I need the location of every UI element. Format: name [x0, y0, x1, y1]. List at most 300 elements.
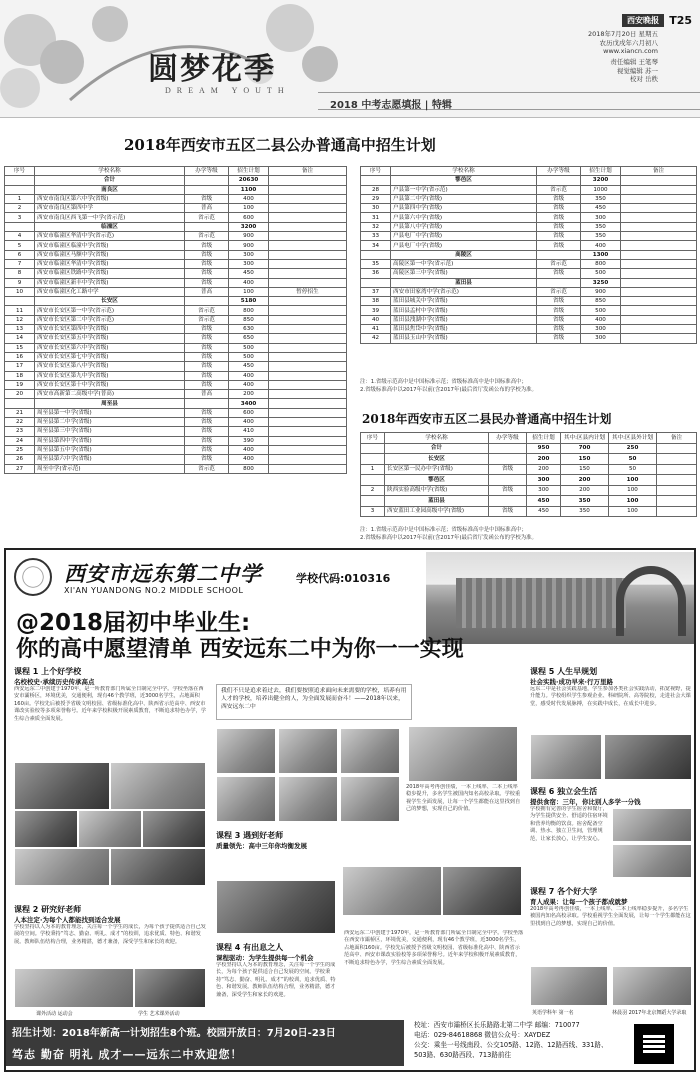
table-row	[5, 334, 347, 343]
enrollment-plan: 400	[229, 418, 269, 427]
course-6-label: 课程 6	[530, 787, 555, 796]
photo-caption: 英语学科年 第一名	[532, 1010, 574, 1016]
enrollment-plan: 1000	[581, 185, 621, 194]
course-5-tag	[530, 666, 597, 677]
table-row	[361, 232, 697, 241]
school-name: 西安市长安区第一中学(省示范)	[35, 306, 185, 315]
course-5-text: 远东二中是社会实践基地，学生参加各类社会实践活动，拓宽视野，提升能力。学校组织学生参观企业、科研院所、高等院校，走进社会大课堂，感受时代发展脉搏，在实践中成长，在成长中进步。	[530, 686, 691, 707]
enrollment-plan: 850	[581, 297, 621, 306]
subtotal-row	[5, 399, 347, 408]
public-plan-table-left	[4, 166, 347, 474]
school-name: 西安蓝田工业园高级中学(省级)	[385, 506, 489, 517]
remark	[269, 325, 347, 334]
school-level	[185, 222, 229, 231]
school-level: 省级	[537, 269, 581, 278]
remark	[269, 250, 347, 259]
remark	[269, 464, 347, 473]
school-name: 周至县第四中学(省级)	[35, 436, 185, 445]
course-7-label: 课程 7	[530, 887, 555, 896]
table-row	[361, 185, 697, 194]
district-name: 长安区	[385, 454, 489, 465]
row-number: 26	[5, 455, 35, 464]
remark	[269, 232, 347, 241]
row-number: 11	[5, 306, 35, 315]
column-header: 招生计划	[581, 167, 621, 176]
remark	[269, 306, 347, 315]
enrollment-plan: 200	[229, 390, 269, 399]
enrollment-plan: 350	[581, 222, 621, 231]
school-name: 陕西实验高级中学(省级)	[385, 485, 489, 496]
column-header: 办学等级	[489, 433, 527, 444]
school-name: 西安市田家湾中学(省示范)	[391, 287, 537, 296]
remark	[269, 297, 347, 306]
table-row	[361, 269, 697, 278]
school-name: 西安市长安区第十中学(省级)	[35, 380, 185, 389]
row-number: 17	[5, 362, 35, 371]
table-row	[5, 204, 347, 213]
remark	[269, 418, 347, 427]
teacher-photo	[216, 728, 276, 774]
row-number: 2	[5, 204, 35, 213]
column-header: 序号	[5, 167, 35, 176]
school-level	[489, 454, 527, 465]
enrollment-plan: 450	[527, 506, 561, 517]
column-header: 序号	[361, 167, 391, 176]
enrollment-plan: 400	[581, 241, 621, 250]
enrollment-plan: 900	[229, 241, 269, 250]
school-level: 省级	[185, 241, 229, 250]
school-level: 省示范	[185, 232, 229, 241]
table-row	[5, 269, 347, 278]
remark	[621, 204, 697, 213]
column-header: 备注	[269, 167, 347, 176]
table-row	[5, 315, 347, 324]
enrollment-plan: 400	[229, 371, 269, 380]
row-number	[361, 475, 385, 486]
contact-info	[414, 1020, 624, 1066]
enrollment-plan: 500	[229, 343, 269, 352]
remark	[269, 380, 347, 389]
school-name: 户县电厂中学(省级)	[391, 241, 537, 250]
out-district-plan: 100	[609, 485, 657, 496]
school-level: 普高	[185, 204, 229, 213]
public-plan-title: 2018年西安市五区二县公办普通高中招生计划	[124, 136, 436, 154]
school-name: 户县第八中学(省级)	[391, 222, 537, 231]
course-6-text: 学校拥有完善的学生宿舍和餐厅，为学生提供安全、舒适的住宿环境和营养均衡的饮食。宿舍配备空调、热水、独立卫生间，管理规范，让家长放心，让学生安心。	[530, 806, 608, 842]
row-number: 10	[5, 287, 35, 296]
table-row	[5, 343, 347, 352]
school-name: 户县第二中学(省级)	[391, 194, 537, 203]
note-line: 2.省级标准高中以2017年以前(含2017年)最后省厅发函公布的学校为准。	[360, 535, 537, 541]
row-number	[361, 176, 391, 185]
school-level: 省级	[185, 380, 229, 389]
visual-editor-line: 视觉编辑 苏一	[616, 66, 658, 75]
enrollment-plan: 300	[229, 259, 269, 268]
school-level	[537, 250, 581, 259]
enrollment-plan: 900	[229, 232, 269, 241]
remark	[657, 464, 697, 475]
campus-building	[456, 578, 626, 628]
remark	[621, 334, 697, 343]
course-2-subtitle: 人本注定·为每个人都能找到适合发展	[14, 916, 121, 924]
remark	[621, 176, 697, 185]
table-row	[361, 259, 697, 268]
course-5-title: 人生早规划	[557, 667, 598, 676]
school-level: 省示范	[185, 464, 229, 473]
remark	[269, 194, 347, 203]
school-name: 西安市南良区西飞第一中学(省示范)	[35, 213, 185, 222]
enrollment-plan: 900	[581, 287, 621, 296]
note-line: 2.省级标准高中以2017年以前(含2017年)最后省厅发函公布的学校为准。	[360, 387, 537, 393]
photo-caption: 课外活动 运动会	[36, 1011, 73, 1017]
remark	[621, 269, 697, 278]
address-line: 校址：西安市灞桥区长乐路路北第二中学 邮编：710077	[414, 1021, 580, 1029]
school-photo	[14, 762, 110, 810]
enrollment-plan: 800	[581, 259, 621, 268]
row-number: 16	[5, 352, 35, 361]
school-name: 周至县第六中学(省级)	[35, 455, 185, 464]
subtotal-row	[361, 475, 697, 486]
district-name: 鄠邑区	[385, 475, 489, 486]
school-level: 省级	[185, 343, 229, 352]
course-1-subtitle: 名校校史·承续历史传承高点	[14, 678, 95, 686]
remark	[269, 176, 347, 185]
row-number: 23	[5, 427, 35, 436]
row-number: 18	[5, 371, 35, 380]
campus-gate-arch	[616, 566, 686, 636]
remark	[621, 232, 697, 241]
row-number: 6	[5, 250, 35, 259]
enrollment-plan: 800	[229, 464, 269, 473]
photo-caption: 学生 艺术课外活动	[138, 1011, 180, 1017]
enrollment-plan: 800	[229, 306, 269, 315]
row-number: 1	[361, 464, 385, 475]
table-row	[5, 408, 347, 417]
row-number: 30	[361, 204, 391, 213]
remark	[269, 427, 347, 436]
school-level: 省级	[185, 408, 229, 417]
school-advertisement	[4, 548, 696, 1072]
course-3-title: 遇到好老师	[243, 831, 284, 840]
table-row	[5, 380, 347, 389]
course-6-tag	[530, 786, 597, 797]
row-number	[5, 176, 35, 185]
remark	[657, 506, 697, 517]
qr-code-icon[interactable]	[634, 1024, 674, 1064]
enrollment-plan: 3200	[581, 176, 621, 185]
table-row	[361, 241, 697, 250]
remark	[269, 343, 347, 352]
table-row	[5, 427, 347, 436]
remark	[657, 454, 697, 465]
subtotal-row	[361, 176, 697, 185]
school-name: 高陵区第一中学(省示范)	[391, 259, 537, 268]
table-row	[5, 259, 347, 268]
remark	[269, 204, 347, 213]
school-name: 西安市长安区第六中学(省级)	[35, 343, 185, 352]
enrollment-plan: 3200	[229, 222, 269, 231]
recruitment-plan: 招生计划：2018年新高一计划招生8个班。校园开放日：7月20日-23日	[12, 1028, 336, 1039]
school-level: 省示范	[185, 315, 229, 324]
row-number: 5	[5, 241, 35, 250]
table-row	[361, 506, 697, 517]
table-row	[361, 334, 697, 343]
photo-caption: 林晨羽 2017年北京舞蹈大学录取	[612, 1010, 687, 1016]
course-4-extra-text: 西安远东二中创建于1970年，是一所教育部门所属全日制完全中学。学校坐落在西安市灞桥区，环境优美，交通便利，现有46个教学班，近3000名学生，占地面积160亩。学校先后被授予省级文明校园、省级标准化高中、陕西省示范高中、西安市课改实验校等多项荣誉称号。近年来学校积极开展素质教育，不断追求特色办学，学生综合素质全面发展。	[344, 930, 524, 966]
remark	[621, 297, 697, 306]
column-header: 办学等级	[537, 167, 581, 176]
school-level: 省级	[185, 352, 229, 361]
school-slogan: 笃志 勤奋 明礼 成才——远东二中欢迎您！	[12, 1048, 243, 1061]
row-number	[361, 443, 385, 454]
dormitory-photo	[612, 808, 692, 842]
school-level: 省级	[185, 362, 229, 371]
row-number: 29	[361, 194, 391, 203]
enrollment-plan: 1100	[229, 185, 269, 194]
subtotal-row	[361, 496, 697, 507]
row-number: 39	[361, 306, 391, 315]
column-header: 其中:区县内计划	[561, 433, 609, 444]
course-7-tag	[530, 886, 597, 897]
school-level: 省示范	[185, 213, 229, 222]
school-name: 西安市临潼区新丰中学(省级)	[35, 278, 185, 287]
course-1-tag	[14, 666, 81, 677]
remark: 暂停招生	[269, 287, 347, 296]
course-1-text: 西安远东二中创建于1970年，是一所教育部门所属全日制完全中学。学校坐落在西安市灞桥区，环境优美，交通便利，现有46个教学班，近3000名学生，占地面积160亩。学校先后被授予省级文明校园、省级标准化高中、陕西省示范高中、西安市课改实验校等多项荣誉称号。近年来学校积极开展素质教育，不断追求特色办学，学生综合素质全面发展。	[14, 686, 206, 722]
remark	[621, 222, 697, 231]
course-3-subtitle: 质量领先：高中三年你均衡发展	[216, 842, 307, 850]
school-level: 省级	[185, 250, 229, 259]
enrollment-plan: 20630	[229, 176, 269, 185]
row-number: 32	[361, 222, 391, 231]
graduate-photo	[530, 966, 608, 1006]
subtotal-row	[361, 278, 697, 287]
table-row	[361, 315, 697, 324]
school-code: 学校代码:010316	[296, 572, 391, 585]
enrollment-plan: 450	[229, 269, 269, 278]
school-level: 省示范	[185, 306, 229, 315]
school-name: 周至县第五中学(省级)	[35, 445, 185, 454]
school-name: 周至县第一中学(省级)	[35, 408, 185, 417]
row-number	[5, 185, 35, 194]
school-photo	[110, 848, 206, 886]
remark	[269, 315, 347, 324]
table-row	[5, 250, 347, 259]
enrollment-plan: 300	[581, 325, 621, 334]
row-number: 7	[5, 259, 35, 268]
school-name: 西安市远东第二中学	[64, 561, 262, 586]
remark	[621, 194, 697, 203]
note-line: 注：1.省级示范高中是中国标准示范；省级标准高中是中国标准高中；	[360, 379, 527, 385]
special-edition-bar	[318, 92, 700, 110]
row-number: 19	[5, 380, 35, 389]
school-level: 省级	[185, 194, 229, 203]
course-2-text: 学校坚持以人为本的教育理念，关注每一个学生的成长，为每个孩子提供适合自己发展的空间。学校秉持“笃志、勤奋、明礼、成才”的校训，追求优质、特色、和谐发展。教师队伍结构合理，业务精湛，德才兼备，深受学生和家长的欢迎。	[14, 924, 206, 945]
table-row	[5, 390, 347, 399]
school-name: 周至县第二中学(省级)	[35, 418, 185, 427]
school-name: 户县第一中学(省示范)	[391, 185, 537, 194]
school-name: 西安市临潼区华清中学(省示范)	[35, 232, 185, 241]
enrollment-plan: 350	[581, 232, 621, 241]
teacher-photo	[278, 728, 338, 774]
school-name: 西安市长安区第八中学(省级)	[35, 362, 185, 371]
school-level	[185, 185, 229, 194]
school-level: 省级	[489, 485, 527, 496]
school-name: 周至中学(省示范)	[35, 464, 185, 473]
enrollment-plan: 650	[229, 334, 269, 343]
school-level: 省级	[537, 297, 581, 306]
school-name: 西安市长安区第七中学(省级)	[35, 352, 185, 361]
row-number: 41	[361, 325, 391, 334]
page-number: T25	[669, 14, 692, 27]
enrollment-plan: 300	[527, 485, 561, 496]
school-name: 西安市南良区第六中学(省级)	[35, 194, 185, 203]
enrollment-plan: 300	[581, 213, 621, 222]
school-level: 省级	[185, 334, 229, 343]
remark	[621, 278, 697, 287]
row-number: 27	[5, 464, 35, 473]
row-number: 42	[361, 334, 391, 343]
school-level	[185, 176, 229, 185]
remark	[621, 185, 697, 194]
row-number: 1	[5, 194, 35, 203]
subtotal-row	[361, 250, 697, 259]
table-row	[5, 287, 347, 296]
column-header: 学校名称	[35, 167, 185, 176]
district-name: 合计	[385, 443, 489, 454]
table-row	[5, 278, 347, 287]
enrollment-plan: 950	[527, 443, 561, 454]
school-level	[489, 496, 527, 507]
school-level: 省级	[185, 445, 229, 454]
enrollment-plan: 300	[229, 250, 269, 259]
remark	[657, 485, 697, 496]
row-number: 9	[5, 278, 35, 287]
enrollment-plan: 500	[581, 269, 621, 278]
school-level: 普高	[185, 390, 229, 399]
table-row	[5, 325, 347, 334]
school-name: 蓝田县焦岱中学(省级)	[391, 325, 537, 334]
school-level	[185, 297, 229, 306]
remark	[269, 445, 347, 454]
remark	[621, 287, 697, 296]
district-name: 蓝田县	[391, 278, 537, 287]
school-level: 省级	[537, 306, 581, 315]
row-number: 3	[5, 213, 35, 222]
table-header-row	[361, 433, 697, 444]
phone-line: 电话：029-84618868 微信公众号：XAYDEZ	[414, 1031, 551, 1039]
remark	[269, 269, 347, 278]
school-level: 省示范	[537, 185, 581, 194]
district-name: 高陵区	[391, 250, 537, 259]
special-edition-label: 2018 中考志愿填报 | 特辑	[330, 100, 452, 111]
course-7-subtitle: 育人成果：让每一个孩子都成就梦	[530, 898, 628, 906]
row-number: 22	[5, 418, 35, 427]
enrollment-plan: 3400	[229, 399, 269, 408]
out-district-plan: 100	[609, 496, 657, 507]
table-header-row	[361, 167, 697, 176]
school-photo	[14, 848, 110, 886]
enrollment-plan: 350	[581, 194, 621, 203]
column-header: 办学等级	[185, 167, 229, 176]
private-plan-table	[360, 432, 697, 517]
table-row	[361, 306, 697, 315]
remark	[657, 475, 697, 486]
remark	[621, 213, 697, 222]
row-number	[361, 454, 385, 465]
graduate-photo	[612, 966, 692, 1006]
enrollment-plan: 500	[229, 352, 269, 361]
flag-ceremony-photo	[216, 880, 336, 934]
column-header: 招生计划	[229, 167, 269, 176]
activity-photo	[134, 968, 206, 1008]
enrollment-plan: 400	[229, 445, 269, 454]
school-level	[537, 278, 581, 287]
school-name: 蓝田县洩湖中学(省级)	[391, 315, 537, 324]
school-name: 西安市临潼区临潼中学(省级)	[35, 241, 185, 250]
school-level: 省级	[489, 506, 527, 517]
in-district-plan: 200	[561, 485, 609, 496]
school-level	[185, 399, 229, 408]
column-header: 学校名称	[391, 167, 537, 176]
school-name: 西安市南良区第四中学	[35, 204, 185, 213]
website-line: www.xiancn.com	[603, 47, 658, 55]
school-name: 西安市临潼区化工路中学	[35, 287, 185, 296]
newspaper-name: 西安晚报	[622, 14, 664, 27]
course-4-title: 有出息之人	[243, 943, 284, 952]
column-header: 序号	[361, 433, 385, 444]
enrollment-plan: 200	[527, 464, 561, 475]
row-number	[361, 278, 391, 287]
enrollment-plan: 500	[581, 306, 621, 315]
course-4-subtitle: 课程驱动：为学生提供每一个机会	[216, 954, 314, 962]
school-level: 省级	[185, 371, 229, 380]
enrollment-plan: 630	[229, 325, 269, 334]
date-line: 2018年7月20日 星期五	[587, 30, 658, 38]
enrollment-plan: 200	[527, 454, 561, 465]
school-name: 高陵区第三中学(省级)	[391, 269, 537, 278]
enrollment-plan: 400	[229, 194, 269, 203]
table-row	[361, 325, 697, 334]
row-number: 40	[361, 315, 391, 324]
row-number: 35	[361, 259, 391, 268]
table-row	[5, 194, 347, 203]
school-logo-icon	[14, 558, 52, 596]
column-header: 学校名称	[385, 433, 489, 444]
enrollment-plan: 1300	[581, 250, 621, 259]
table-row	[5, 213, 347, 222]
school-photo	[142, 810, 206, 848]
school-photo	[14, 810, 78, 848]
school-level: 省级	[185, 269, 229, 278]
enrollment-plan: 450	[581, 204, 621, 213]
subtotal-row	[5, 176, 347, 185]
row-number: 13	[5, 325, 35, 334]
course-4-tag	[216, 942, 283, 953]
row-number	[361, 250, 391, 259]
enrollment-plan: 400	[581, 315, 621, 324]
table-row	[361, 485, 697, 496]
district-name: 合计	[35, 176, 185, 185]
school-level: 省级	[537, 232, 581, 241]
school-level: 省级	[537, 213, 581, 222]
out-district-plan: 50	[609, 464, 657, 475]
remark	[269, 222, 347, 231]
row-number: 38	[361, 297, 391, 306]
school-name: 蓝田县玉山中学(省级)	[391, 334, 537, 343]
table-row	[361, 213, 697, 222]
district-name: 鄠邑区	[391, 176, 537, 185]
